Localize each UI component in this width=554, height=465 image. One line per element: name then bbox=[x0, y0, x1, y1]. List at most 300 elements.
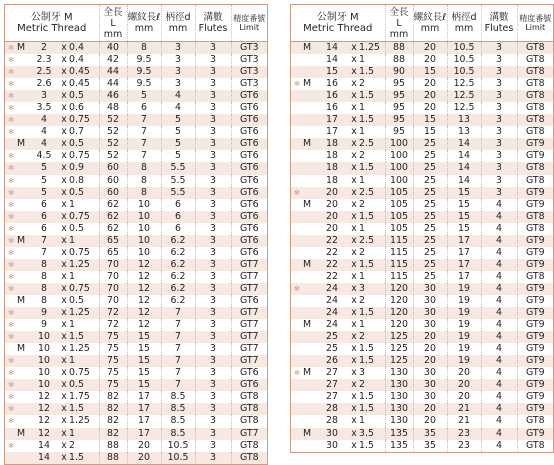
thread-diameter: 4 bbox=[41, 126, 47, 138]
limit-cell: GT9 bbox=[517, 283, 553, 295]
length-column-header bbox=[385, 5, 413, 42]
overall-length-cell: 105 bbox=[385, 199, 413, 211]
overall-length-cell: 135 bbox=[385, 428, 413, 440]
thread-size-cell bbox=[291, 415, 385, 427]
thread-pitch: 1.5 bbox=[69, 403, 84, 415]
overall-length-cell: 130 bbox=[385, 379, 413, 391]
thread-size-cell bbox=[5, 319, 99, 331]
thread-size-cell bbox=[291, 78, 385, 90]
overall-length-cell: 70 bbox=[99, 259, 127, 271]
thread-header-en: Metric Thread bbox=[303, 23, 373, 34]
thread-size-cell bbox=[5, 90, 99, 102]
flutes-cell: 3 bbox=[195, 355, 231, 367]
limit-cell: GT6 bbox=[239, 102, 259, 114]
flutes-cell: 3 bbox=[195, 90, 231, 102]
thread-diameter: 6 bbox=[41, 210, 47, 222]
overall-length-cell: 60 bbox=[99, 175, 127, 187]
thread-pitch: 1 bbox=[69, 198, 75, 210]
thread-size-cell bbox=[5, 331, 99, 343]
times-sign: x bbox=[61, 90, 67, 102]
table-row bbox=[291, 235, 553, 247]
times-sign: x bbox=[61, 282, 67, 294]
asterisk-icon: ✻ bbox=[8, 309, 14, 318]
thread-size-cell bbox=[291, 90, 385, 102]
thread-diameter: 6 bbox=[41, 222, 47, 234]
table-row bbox=[291, 295, 553, 307]
times-sign: x bbox=[61, 78, 67, 90]
thread-pitch: 1 bbox=[69, 355, 75, 367]
overall-length-cell: 82 bbox=[99, 415, 127, 427]
table-row bbox=[5, 211, 267, 223]
thread-pitch: 1.5 bbox=[359, 162, 374, 174]
flutes-cell: 3 bbox=[481, 187, 517, 199]
thread-pitch: 2 bbox=[359, 150, 365, 162]
limit-cell: GT7 bbox=[231, 307, 267, 319]
flutes-cell: 3 bbox=[195, 199, 231, 211]
thread-size-cell bbox=[291, 138, 385, 150]
asterisk-icon: ✻ bbox=[294, 80, 300, 89]
overall-length-cell: 44 bbox=[99, 78, 127, 90]
times-sign: x bbox=[351, 114, 357, 126]
thread-diameter: 18 bbox=[326, 162, 338, 174]
times-sign: x bbox=[61, 174, 67, 186]
asterisk-icon: ✻ bbox=[294, 188, 300, 197]
flutes-header-en: Flutes bbox=[484, 23, 514, 34]
thread-size-cell bbox=[291, 54, 385, 66]
table-row bbox=[291, 78, 553, 90]
overall-length-cell: 62 bbox=[99, 199, 127, 211]
overall-length-cell: 40 bbox=[99, 42, 127, 55]
thread-size-cell bbox=[291, 283, 385, 295]
asterisk-icon: ✻ bbox=[8, 417, 14, 426]
limit-cell: GT6 bbox=[231, 379, 267, 391]
table-row bbox=[291, 247, 553, 259]
limit-header-zh: 精度番號 bbox=[519, 14, 552, 23]
overall-length-cell: 70 bbox=[99, 283, 127, 295]
thread-size-cell bbox=[5, 114, 99, 126]
shank-diameter-cell: 8.5 bbox=[161, 391, 195, 403]
flutes-cell: 4 bbox=[481, 367, 517, 379]
shank-header-unit: mm bbox=[168, 23, 188, 34]
flutes-cell: 3 bbox=[481, 90, 517, 102]
shank-diameter-cell: 19 bbox=[447, 319, 481, 331]
thread-diameter: 10 bbox=[38, 343, 50, 355]
length-header-zh: 全長 L bbox=[103, 6, 123, 29]
flutes-cell: 3 bbox=[195, 379, 231, 391]
thread-length-column-header bbox=[127, 5, 161, 42]
thread-length-cell: 8 bbox=[127, 162, 161, 174]
flutes-cell: 4 bbox=[481, 428, 517, 440]
times-sign: x bbox=[61, 222, 67, 234]
flutes-cell: 3 bbox=[195, 66, 231, 78]
thread-length-cell: 20 bbox=[127, 452, 161, 464]
thread-length-cell: 15 bbox=[127, 367, 161, 379]
flutes-cell: 3 bbox=[481, 54, 517, 66]
times-sign: x bbox=[351, 210, 357, 222]
thread-pitch: 0.75 bbox=[69, 150, 90, 162]
times-sign: x bbox=[61, 66, 67, 78]
thread-pitch: 2.5 bbox=[359, 186, 374, 198]
shank-diameter-cell: 8.5 bbox=[161, 415, 195, 427]
thread-diameter: 20 bbox=[326, 222, 338, 234]
overall-length-cell: 52 bbox=[99, 138, 127, 150]
table-row bbox=[5, 162, 267, 174]
thread-length-cell: 12 bbox=[127, 271, 161, 283]
shank-diameter-cell: 19 bbox=[447, 331, 481, 343]
thread-diameter: 20 bbox=[326, 198, 338, 210]
asterisk-icon: ✻ bbox=[8, 369, 14, 378]
thread-pitch: 0.5 bbox=[69, 90, 84, 102]
thread-size-cell bbox=[5, 150, 99, 162]
flutes-cell: 3 bbox=[195, 259, 231, 271]
thread-size-cell bbox=[291, 331, 385, 343]
metric-prefix: M bbox=[17, 42, 26, 54]
flutes-cell: 4 bbox=[481, 379, 517, 391]
limit-cell: GT7 bbox=[231, 331, 267, 343]
thread-size-cell bbox=[5, 415, 99, 427]
times-sign: x bbox=[351, 343, 357, 355]
overall-length-cell: 70 bbox=[99, 271, 127, 283]
shank-diameter-cell: 13 bbox=[447, 114, 481, 126]
shank-column-header bbox=[447, 5, 481, 42]
thread-pitch: 1.25 bbox=[359, 42, 380, 54]
table-row bbox=[5, 199, 267, 211]
thread-size-cell bbox=[291, 379, 385, 391]
overall-length-cell: 95 bbox=[385, 78, 413, 90]
metric-prefix: M bbox=[303, 258, 312, 270]
thread-diameter: 24 bbox=[326, 295, 338, 306]
metric-prefix: M bbox=[303, 78, 312, 90]
asterisk-icon: ✻ bbox=[8, 188, 14, 197]
overall-length-cell: 95 bbox=[385, 126, 413, 138]
overall-length-cell: 100 bbox=[385, 138, 413, 150]
thread-diameter: 12 bbox=[38, 403, 50, 415]
thread-diameter: 15 bbox=[326, 66, 338, 78]
asterisk-icon: ✻ bbox=[8, 357, 14, 366]
asterisk-icon: ✻ bbox=[294, 369, 300, 378]
limit-cell: GT9 bbox=[517, 379, 553, 391]
thread-length-cell: 30 bbox=[413, 283, 447, 295]
times-sign: x bbox=[61, 307, 67, 319]
asterisk-icon: ✻ bbox=[8, 236, 14, 245]
metric-prefix: M bbox=[17, 138, 26, 150]
asterisk-icon: ✻ bbox=[8, 152, 14, 161]
shank-diameter-cell: 6.2 bbox=[161, 235, 195, 247]
asterisk-icon: ✻ bbox=[8, 224, 14, 233]
table-row bbox=[291, 391, 553, 403]
table-row bbox=[5, 90, 267, 102]
length-header-zh: 全長 L bbox=[389, 6, 409, 29]
table-row bbox=[5, 138, 267, 150]
table-row bbox=[5, 223, 267, 235]
thread-length-cell: 25 bbox=[413, 259, 447, 271]
thread-length-cell: 20 bbox=[413, 54, 447, 66]
thread-pitch: 1.5 bbox=[69, 451, 84, 463]
table-row bbox=[5, 150, 267, 162]
table-row bbox=[5, 175, 267, 187]
thread-diameter: 27 bbox=[326, 391, 338, 403]
overall-length-cell: 130 bbox=[385, 367, 413, 379]
flutes-cell: 3 bbox=[195, 78, 231, 90]
overall-length-cell: 125 bbox=[385, 331, 413, 343]
table-row bbox=[5, 343, 267, 355]
overall-length-cell: 75 bbox=[99, 367, 127, 379]
thread-pitch: 0.75 bbox=[69, 282, 90, 294]
times-sign: x bbox=[351, 162, 357, 174]
asterisk-icon: ✻ bbox=[8, 80, 14, 89]
thread-diameter: 22 bbox=[326, 270, 338, 282]
limit-cell: GT9 bbox=[517, 428, 553, 440]
asterisk-icon: ✻ bbox=[8, 212, 14, 221]
times-sign: x bbox=[351, 319, 357, 331]
table-row bbox=[291, 428, 553, 440]
thread-diameter: 9 bbox=[41, 319, 47, 331]
thread-length-header-zh: 螺紋長ℓ bbox=[127, 12, 161, 23]
thread-pitch: 2 bbox=[359, 246, 365, 258]
shank-diameter-cell: 6 bbox=[161, 223, 195, 235]
thread-diameter: 20 bbox=[326, 186, 338, 198]
thread-length-cell: 9.5 bbox=[127, 66, 161, 78]
thread-pitch: 1.75 bbox=[69, 391, 90, 403]
shank-diameter-cell: 3 bbox=[161, 54, 195, 66]
thread-pitch: 1.5 bbox=[359, 343, 374, 355]
flutes-cell: 3 bbox=[195, 295, 231, 307]
table-row bbox=[5, 54, 267, 66]
flutes-cell: 3 bbox=[481, 78, 517, 90]
thread-column-header bbox=[5, 5, 99, 42]
thread-pitch: 0.75 bbox=[69, 246, 90, 258]
shank-diameter-cell: 17 bbox=[447, 259, 481, 271]
table-row bbox=[5, 355, 267, 367]
overall-length-cell: 52 bbox=[99, 150, 127, 162]
shank-diameter-cell: 20 bbox=[447, 367, 481, 379]
overall-length-cell: 120 bbox=[385, 295, 413, 307]
limit-cell: GT8 bbox=[239, 439, 259, 451]
asterisk-icon: ✻ bbox=[8, 176, 14, 185]
shank-diameter-cell: 3 bbox=[161, 66, 195, 78]
thread-size-cell bbox=[5, 78, 99, 90]
limit-cell: GT9 bbox=[517, 235, 553, 247]
thread-length-cell: 17 bbox=[127, 403, 161, 415]
shank-diameter-cell: 10.5 bbox=[447, 66, 481, 78]
times-sign: x bbox=[351, 138, 357, 150]
times-sign: x bbox=[61, 403, 67, 415]
thread-diameter: 24 bbox=[326, 282, 338, 294]
limit-cell: GT9 bbox=[517, 138, 553, 150]
overall-length-cell: 52 bbox=[99, 126, 127, 138]
thread-pitch: 0.4 bbox=[69, 42, 84, 54]
thread-length-cell: 5 bbox=[127, 90, 161, 102]
limit-column-header bbox=[517, 5, 553, 42]
times-sign: x bbox=[351, 415, 357, 427]
thread-length-cell: 12 bbox=[127, 307, 161, 319]
times-sign: x bbox=[61, 102, 67, 114]
thread-pitch: 0.5 bbox=[69, 138, 84, 150]
thread-length-cell: 30 bbox=[413, 391, 447, 403]
thread-pitch: 1.5 bbox=[359, 258, 374, 270]
table-row bbox=[5, 379, 267, 391]
flutes-header-en: Flutes bbox=[198, 23, 228, 34]
shank-diameter-cell: 17 bbox=[447, 235, 481, 247]
overall-length-cell: 105 bbox=[385, 187, 413, 199]
times-sign: x bbox=[61, 439, 67, 451]
thread-diameter: 12 bbox=[38, 391, 50, 403]
times-sign: x bbox=[61, 186, 67, 198]
overall-length-cell: 75 bbox=[99, 379, 127, 391]
table-row bbox=[291, 440, 553, 452]
times-sign: x bbox=[61, 427, 67, 439]
limit-cell: GT8 bbox=[525, 174, 545, 186]
thread-column-header bbox=[291, 5, 385, 42]
thread-pitch: 1.25 bbox=[69, 343, 90, 355]
table-row bbox=[291, 175, 553, 187]
thread-size-cell bbox=[291, 66, 385, 78]
thread-diameter: 8 bbox=[41, 270, 47, 282]
times-sign: x bbox=[61, 270, 67, 282]
shank-diameter-cell: 5 bbox=[161, 114, 195, 126]
thread-diameter: 2.3 bbox=[36, 54, 52, 66]
table-row bbox=[291, 138, 553, 150]
flutes-cell: 3 bbox=[195, 162, 231, 174]
flutes-cell: 4 bbox=[481, 295, 517, 307]
thread-size-cell bbox=[5, 162, 99, 174]
thread-diameter: 24 bbox=[326, 307, 338, 319]
flutes-cell: 4 bbox=[481, 235, 517, 247]
limit-cell: GT8 bbox=[525, 54, 545, 66]
flutes-cell: 3 bbox=[195, 307, 231, 319]
overall-length-cell: 72 bbox=[99, 307, 127, 319]
thread-size-cell bbox=[291, 271, 385, 283]
table-row bbox=[291, 355, 553, 367]
limit-cell: GT7 bbox=[239, 343, 259, 355]
limit-column-header bbox=[231, 5, 267, 42]
thread-length-cell: 25 bbox=[413, 162, 447, 174]
table-row bbox=[291, 367, 553, 379]
times-sign: x bbox=[351, 78, 357, 90]
limit-cell: GT7 bbox=[231, 355, 267, 367]
times-sign: x bbox=[351, 270, 357, 282]
times-sign: x bbox=[61, 331, 67, 343]
overall-length-cell: 46 bbox=[99, 90, 127, 102]
overall-length-cell: 82 bbox=[99, 391, 127, 403]
overall-length-cell: 88 bbox=[99, 440, 127, 452]
overall-length-cell: 75 bbox=[99, 343, 127, 355]
thread-length-cell: 30 bbox=[413, 367, 447, 379]
flutes-cell: 3 bbox=[195, 452, 231, 464]
thread-size-cell bbox=[5, 283, 99, 295]
thread-diameter: 25 bbox=[326, 343, 338, 355]
thread-size-cell bbox=[291, 150, 385, 162]
thread-diameter: 27 bbox=[326, 379, 338, 391]
shank-diameter-cell: 15 bbox=[447, 211, 481, 223]
thread-size-cell bbox=[291, 162, 385, 174]
overall-length-cell: 130 bbox=[385, 415, 413, 427]
thread-diameter: 27 bbox=[326, 367, 338, 379]
thread-size-cell bbox=[5, 307, 99, 319]
thread-size-cell bbox=[5, 247, 99, 259]
thread-pitch: 2.5 bbox=[359, 138, 374, 150]
thread-pitch: 2 bbox=[359, 295, 365, 306]
thread-length-cell: 15 bbox=[127, 379, 161, 391]
thread-diameter: 2 bbox=[41, 42, 47, 54]
asterisk-icon: ✻ bbox=[8, 333, 14, 342]
thread-diameter: 17 bbox=[326, 126, 338, 138]
thread-size-cell bbox=[5, 138, 99, 150]
shank-diameter-cell: 6.2 bbox=[161, 283, 195, 295]
thread-pitch: 1 bbox=[359, 174, 365, 186]
thread-pitch: 1.5 bbox=[359, 307, 374, 319]
overall-length-cell: 120 bbox=[385, 283, 413, 295]
thread-size-cell bbox=[5, 126, 99, 138]
thread-length-cell: 10 bbox=[127, 247, 161, 259]
thread-pitch: 1 bbox=[359, 319, 365, 331]
thread-pitch: 1.5 bbox=[359, 439, 374, 451]
thread-size-cell bbox=[5, 54, 99, 66]
shank-diameter-cell: 12.5 bbox=[447, 90, 481, 102]
thread-length-cell: 25 bbox=[413, 247, 447, 259]
thread-diameter: 14 bbox=[38, 439, 50, 451]
table-row bbox=[291, 150, 553, 162]
thread-size-cell bbox=[291, 428, 385, 440]
flutes-cell: 3 bbox=[195, 54, 231, 66]
flutes-cell: 3 bbox=[481, 175, 517, 187]
shank-diameter-cell: 5 bbox=[161, 150, 195, 162]
shank-diameter-cell: 21 bbox=[447, 415, 481, 427]
metric-prefix: M bbox=[17, 234, 26, 246]
asterisk-icon: ✻ bbox=[8, 44, 14, 53]
limit-cell: GT8 bbox=[525, 102, 545, 114]
thread-size-cell bbox=[291, 247, 385, 259]
thread-pitch: 0.5 bbox=[69, 222, 84, 234]
thread-header-zh: 公制牙 M bbox=[316, 12, 359, 23]
shank-diameter-cell: 6 bbox=[161, 211, 195, 223]
thread-pitch: 1 bbox=[359, 415, 365, 427]
times-sign: x bbox=[351, 198, 357, 210]
thread-length-cell: 35 bbox=[413, 440, 447, 452]
flutes-cell: 3 bbox=[481, 66, 517, 78]
asterisk-icon: ✻ bbox=[8, 104, 14, 113]
shank-diameter-cell: 17 bbox=[447, 247, 481, 259]
asterisk-icon: ✻ bbox=[8, 272, 14, 281]
thread-size-cell bbox=[291, 126, 385, 138]
table-row bbox=[291, 126, 553, 138]
times-sign: x bbox=[61, 451, 67, 463]
table-row bbox=[5, 271, 267, 283]
shank-diameter-cell: 10.5 bbox=[161, 452, 195, 464]
flutes-cell: 4 bbox=[481, 283, 517, 295]
thread-length-header-unit: mm bbox=[420, 23, 440, 34]
overall-length-cell: 95 bbox=[385, 114, 413, 126]
left-spec-table bbox=[5, 5, 267, 464]
shank-diameter-cell: 14 bbox=[447, 162, 481, 174]
table-row bbox=[5, 247, 267, 259]
length-column-header bbox=[99, 5, 127, 42]
shank-diameter-cell: 3 bbox=[161, 78, 195, 90]
flutes-cell: 3 bbox=[195, 428, 231, 440]
thread-header-zh: 公制牙 M bbox=[30, 12, 73, 23]
table-row bbox=[291, 211, 553, 223]
limit-cell: GT8 bbox=[231, 452, 267, 464]
thread-length-cell: 30 bbox=[413, 307, 447, 319]
shank-diameter-cell: 7 bbox=[161, 379, 195, 391]
table-row bbox=[291, 343, 553, 355]
times-sign: x bbox=[61, 162, 67, 174]
limit-cell: GT9 bbox=[517, 331, 553, 343]
thread-size-cell bbox=[5, 102, 99, 114]
thread-length-cell: 35 bbox=[413, 428, 447, 440]
thread-length-cell: 25 bbox=[413, 138, 447, 150]
limit-cell: GT7 bbox=[239, 270, 259, 282]
